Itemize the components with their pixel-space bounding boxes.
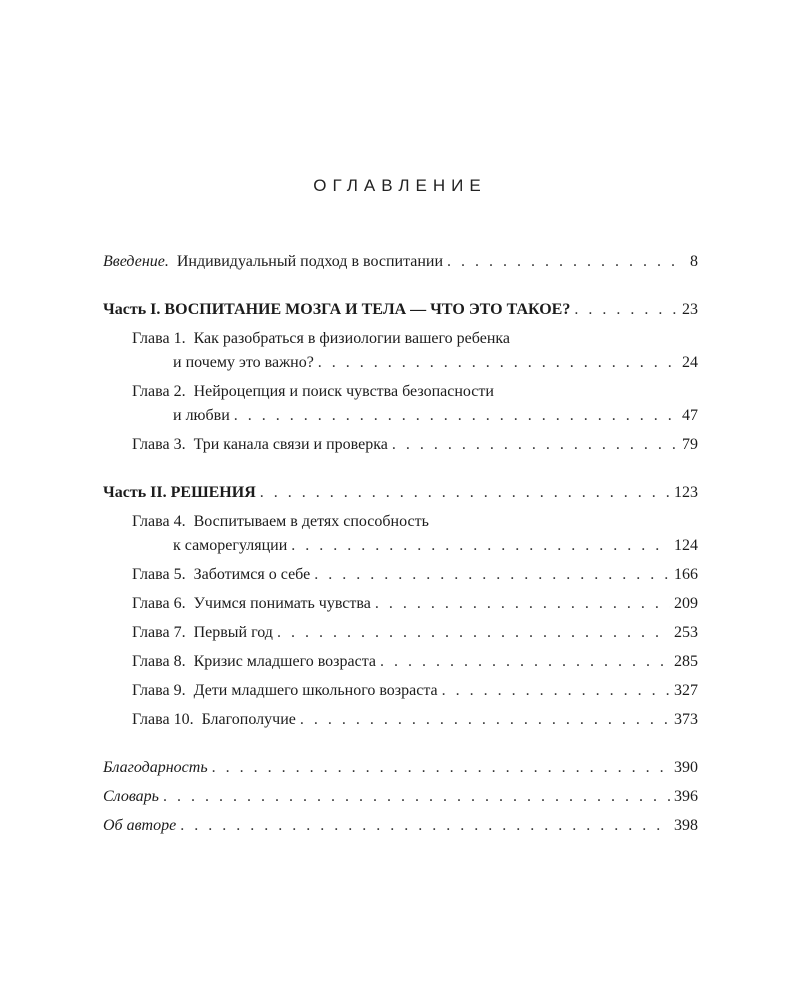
chapter-title-cont: к саморегуляции	[173, 537, 288, 554]
toc-entry-part-2[interactable]	[103, 481, 698, 505]
dot-leader	[392, 433, 678, 457]
dot-leader	[277, 621, 670, 645]
chapter-label: Глава 6.	[132, 595, 186, 612]
page-number: 396	[674, 788, 698, 805]
dot-leader	[291, 534, 670, 558]
back-matter-title: Об авторе	[103, 817, 177, 834]
dot-leader	[260, 481, 670, 505]
dot-leader	[442, 679, 670, 703]
toc-entry-chapter-6[interactable]	[103, 592, 698, 616]
toc-entry-acknowledgements[interactable]	[103, 756, 698, 780]
page-number: 398	[674, 817, 698, 834]
toc-entry-chapter-1[interactable]	[103, 327, 698, 375]
dot-leader	[314, 563, 670, 587]
chapter-title: Кризис младшего возраста	[193, 653, 376, 670]
toc-list	[103, 250, 698, 838]
page-number: 166	[674, 566, 698, 583]
chapter-label: Глава 8.	[132, 653, 186, 670]
chapter-title: Первый год	[193, 624, 273, 641]
toc-entry-chapter-5[interactable]	[103, 563, 698, 587]
chapter-title-cont: и любви	[173, 407, 230, 424]
page-number: 124	[674, 537, 698, 554]
dot-leader	[212, 756, 670, 780]
chapter-title: Три канала связи и проверка	[193, 436, 388, 453]
page-number: 209	[674, 595, 698, 612]
chapter-label: Глава 3.	[132, 436, 186, 453]
page-number: 123	[674, 484, 698, 501]
chapter-title: Учимся понимать чувства	[193, 595, 371, 612]
intro-title: Индивидуальный подход в воспитании	[176, 253, 444, 270]
chapter-label: Глава 5.	[132, 566, 186, 583]
toc-entry-chapter-10[interactable]	[103, 708, 698, 732]
page-number: 285	[674, 653, 698, 670]
dot-leader	[380, 650, 670, 674]
chapter-label: Глава 10.	[132, 711, 194, 728]
toc-entry-about-author[interactable]	[103, 814, 698, 838]
chapter-title: Нейроцепция и поиск чувства безопасности	[193, 383, 494, 400]
dot-leader	[234, 404, 678, 428]
dot-leader	[318, 351, 678, 375]
toc-entry-part-1[interactable]	[103, 298, 698, 322]
toc-title: ОГЛАВЛЕНИЕ	[313, 176, 487, 195]
chapter-title: Воспитываем в детях способность	[193, 513, 429, 530]
toc-entry-chapter-4[interactable]	[103, 510, 698, 558]
page-number: 79	[682, 436, 698, 453]
dot-leader	[574, 298, 678, 322]
chapter-label: Глава 9.	[132, 682, 186, 699]
dot-leader	[375, 592, 670, 616]
toc-entry-glossary[interactable]	[103, 785, 698, 809]
page-number: 8	[690, 253, 698, 270]
chapter-title: Заботимся о себе	[193, 566, 311, 583]
page-number: 373	[674, 711, 698, 728]
toc-entry-chapter-7[interactable]	[103, 621, 698, 645]
part-2-title: Часть II. РЕШЕНИЯ	[103, 484, 256, 501]
back-matter-title: Благодарность	[103, 759, 208, 776]
dot-leader	[163, 785, 670, 809]
dot-leader	[180, 814, 670, 838]
dot-leader	[300, 708, 670, 732]
back-matter-title: Словарь	[103, 788, 159, 805]
dot-leader	[447, 250, 686, 274]
chapter-label: Глава 4.	[132, 513, 186, 530]
page-number: 390	[674, 759, 698, 776]
intro-label: Введение.	[103, 253, 169, 270]
chapter-label: Глава 1.	[132, 330, 186, 347]
chapter-label: Глава 2.	[132, 383, 186, 400]
page-number: 253	[674, 624, 698, 641]
page-number: 327	[674, 682, 698, 699]
toc-entry-chapter-8[interactable]	[103, 650, 698, 674]
toc-entry-chapter-2[interactable]	[103, 380, 698, 428]
page-number: 47	[682, 407, 698, 424]
toc-entry-intro[interactable]	[103, 250, 698, 274]
page-number: 24	[682, 354, 698, 371]
part-1-title: Часть I. ВОСПИТАНИЕ МОЗГА И ТЕЛА — ЧТО ЭТО ТАКОЕ?	[103, 301, 571, 318]
chapter-label: Глава 7.	[132, 624, 186, 641]
chapter-title: Как разобраться в физиологии вашего ребенка	[193, 330, 511, 347]
page-number: 23	[682, 301, 698, 318]
toc-entry-chapter-9[interactable]	[103, 679, 698, 703]
chapter-title: Благополучие	[201, 711, 296, 728]
chapter-title: Дети младшего школьного возраста	[193, 682, 438, 699]
toc-entry-chapter-3[interactable]	[103, 433, 698, 457]
chapter-title-cont: и почему это важно?	[173, 354, 314, 371]
